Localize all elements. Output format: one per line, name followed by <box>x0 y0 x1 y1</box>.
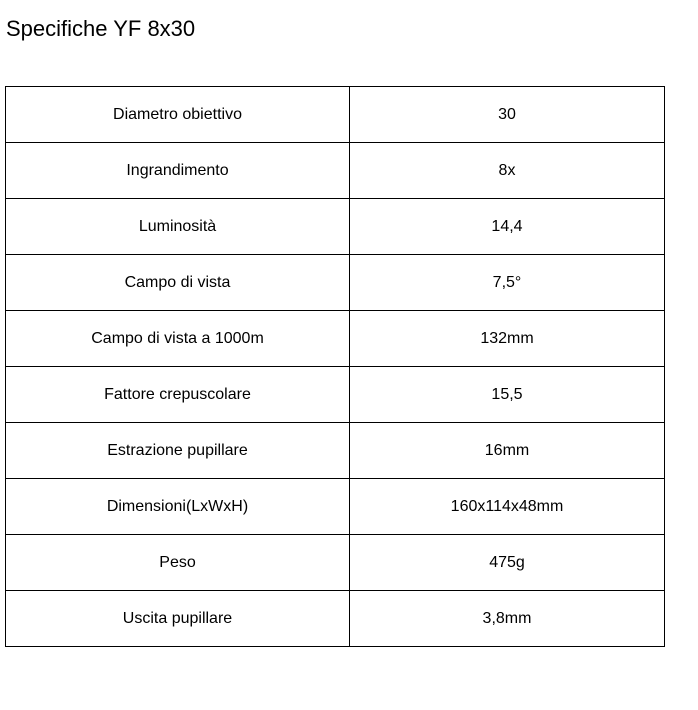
table-row <box>6 535 665 591</box>
table-row <box>6 479 665 535</box>
spec-value: 7,5° <box>350 255 665 311</box>
spec-value: 16mm <box>350 423 665 479</box>
spec-value: 160x114x48mm <box>350 479 665 535</box>
table-row <box>6 311 665 367</box>
page-title: Specifiche YF 8x30 <box>6 16 196 41</box>
table-row <box>6 367 665 423</box>
spec-label: Uscita pupillare <box>6 591 350 647</box>
table-row <box>6 591 665 647</box>
spec-value: 8x <box>350 143 665 199</box>
spec-label: Fattore crepuscolare <box>6 367 350 423</box>
spec-value: 3,8mm <box>350 591 665 647</box>
table-row <box>6 87 665 143</box>
spec-value: 15,5 <box>350 367 665 423</box>
spec-value: 132mm <box>350 311 665 367</box>
spec-label: Dimensioni(LxWxH) <box>6 479 350 535</box>
specs-table-body <box>6 87 665 647</box>
spec-label: Diametro obiettivo <box>6 87 350 143</box>
spec-value: 475g <box>350 535 665 591</box>
spec-label: Campo di vista a 1000m <box>6 311 350 367</box>
spec-label: Peso <box>6 535 350 591</box>
spec-value: 14,4 <box>350 199 665 255</box>
table-row <box>6 143 665 199</box>
spec-label: Campo di vista <box>6 255 350 311</box>
spec-label: Ingrandimento <box>6 143 350 199</box>
table-row <box>6 255 665 311</box>
table-row <box>6 199 665 255</box>
spec-label: Estrazione pupillare <box>6 423 350 479</box>
specs-table <box>5 86 665 647</box>
spec-label: Luminosità <box>6 199 350 255</box>
table-row <box>6 423 665 479</box>
spec-value: 30 <box>350 87 665 143</box>
